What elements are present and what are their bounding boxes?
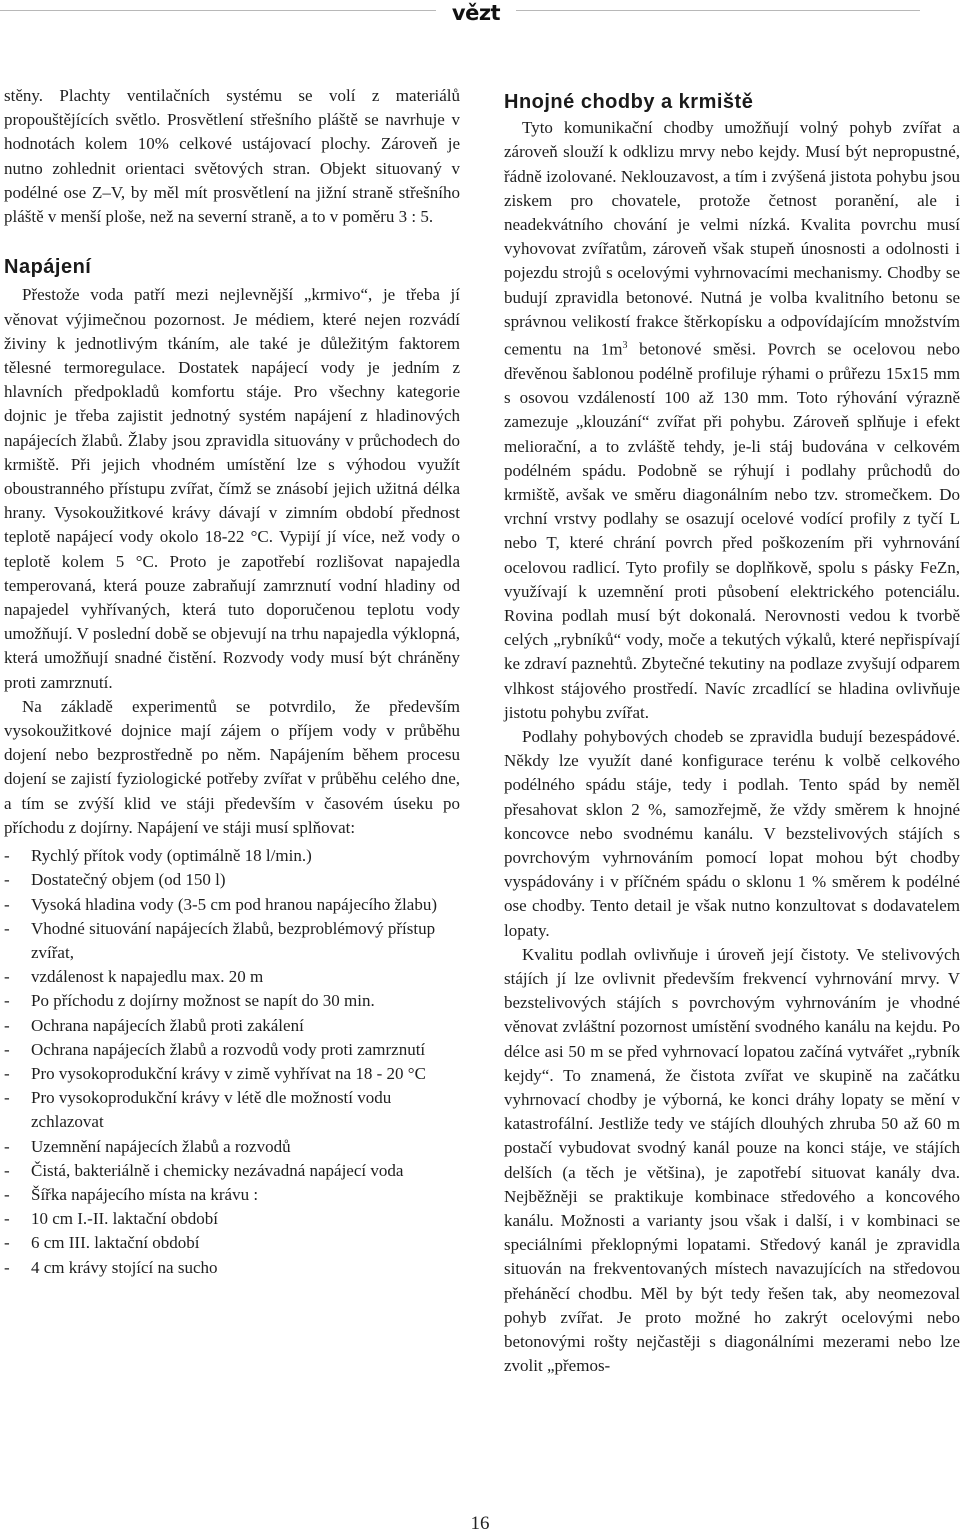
section-heading-hnojne-chodby: Hnojné chodby a krmiště bbox=[504, 91, 754, 113]
chodby-paragraph-1 bbox=[504, 116, 960, 725]
list-item: - 6 cm III. laktační období bbox=[4, 1231, 460, 1255]
left-column bbox=[4, 84, 460, 1280]
chodby-p1-text-a: Tyto komunikační chodby umožňují volný pohyb zvířat a zároveň slouží k odklizu mrvy nebo kejdy. Musí být nepropustné, řádně izolované. Neklouzavost, a tím i zvýšená jistota pohybu jsou ziskem pro chovatele, protože četnost poranění, ale i neadekvátního chování je velmi nízká. Kvalita povrchu musí vyhovovat zvířatům, zároveň však stupeň únosnosti a odolnosti i pojezdu strojů s ocelovými vyhrnovacími mechanismy. Chodby se budují zpravidla betonové. Nutná je volba kvalitního betonu se správnou velikostí frakce štěrkopísku a odpovídajícím množstvím cementu na 1m bbox=[504, 118, 960, 359]
list-item: - Vysoká hladina vody (3-5 cm pod hranou napájecího žlabu) bbox=[4, 893, 460, 917]
list-item: - vzdálenost k napajedlu max. 20 m bbox=[4, 965, 460, 989]
list-item: - Čistá, bakteriálně i chemicky nezávadná napájecí voda bbox=[4, 1159, 460, 1183]
list-item: - Rychlý přítok vody (optimálně 18 l/min.) bbox=[4, 844, 460, 868]
list-item: - Po příchodu z dojírny možnost se napít do 30 min. bbox=[4, 989, 460, 1013]
publisher-logo bbox=[436, 0, 516, 26]
requirements-list bbox=[4, 844, 460, 1280]
list-item: - Šířka napájecího místa na krávu : bbox=[4, 1183, 460, 1207]
list-item: - Vhodné situování napájecích žlabů, bezproblémový přístup zvířat, bbox=[4, 917, 460, 965]
intro-paragraph: stěny. Plachty ventilačních systému se volí z materiálů propouštějících světlo. Prosvětlení střešního pláště se navrhuje v hodnotách kolem 10% celkové ustájovací plochy. Zároveň je nutno zohlednit orientaci světových stran. Objekt situovaný v podélné ose Z–V, by měl mít prosvětlení na jižní straně střešního pláště v menší ploše, než na severní straně, a to v poměru 3 : 5. bbox=[4, 86, 460, 227]
list-item: - Uzemnění napájecích žlabů a rozvodů bbox=[4, 1135, 460, 1159]
list-item: - Dostatečný objem (od 150 l) bbox=[4, 868, 460, 892]
chodby-paragraph-2: Podlahy pohybových chodeb se zpravidla budují bezespádové. Někdy lze využít dané konfigurace terénu k volbě celkového podélného spádu stáje, tedy i podlah. Tento spád by neměl přesahovat sklon 2 %, samozřejmě, že vždy směrem k hnojné koncovce nebo svodnému kanálu. V bezstelivových stájích s povrchovým vyhrnováním pomocí lopat mohou být chodby vyspádovány i v příčném spádu o sklonu 1 % směrem k podélné ose chodby. Tento detail je však nutno konzultovat s dodavatelem lopaty. bbox=[504, 726, 960, 940]
list-item: - Pro vysokoprodukční krávy v létě dle možností vodu zchlazovat bbox=[4, 1086, 460, 1134]
chodby-p1-text-b: betonové směsi. Povrch se ocelovou nebo dřevěnou šablonou podélně profiluje rýhami o průřezu 15x15 mm s osovou vzdáleností 100 až 130 mm. Toto rýhování výrazně zamezuje „klouzání“ zvířat při pohybu. Zároveň splňuje i efekt meliorační, a to zvláště tehdy, je-li stáj budována v celkovém podélném spádu. Podobně se rýhují i podlahy průchodů do krmiště, avšak ve směru diagonálním nebo tzv. stromečkem. Do vrchní vrstvy podlahy se osazují ocelové vodící profily z tyčí L nebo T, které chrání povrch před poškozením při vyhrnování ocelovou radlicí. Tyto profily se doplňkově, spolu s pásky FeZn, využívají k uzemnění proti působení elektrického potenciálu. Rovina podlah musí být dokonalá. Nerovnosti vedou k tvorbě celých „rybníků“ vody, moče a tekutých výkalů, které nepřispívají ke zdraví paznehtů. Zbytečné tekutiny na podlaze zvyšují odparem vlhkost stájového prostředí. Navíc zrcadlící se hladina ovlivňuje jistotu pohybu zvířat. bbox=[504, 339, 960, 722]
page-number: 16 bbox=[470, 1513, 490, 1534]
chodby-paragraph-3: Kvalitu podlah ovlivňuje i úroveň její čistoty. Ve stelivových stájích jí lze ovlivnit především frekvencí vyhrnování mrvy. V bezstelivových stájích s povrchovým vyhrnováním je vhodné věnovat zvláštní pozornost umístění svodného kanálu na kejdu. Po délce asi 50 m se před vyhrnovací lopatou začíná vytvářet „rybník kejdy“. To znamená, že čistota zvířat ve skupině na začátku vyhrnovací chodby je výborná, ke konci dráhy lopaty se mění v katastrofální. Jestliže tedy ve stájích dlouhých zhruba 50 až 60 m postačí vybudovat svodný kanál pouze na konci stáje, ve stájích delších (a těch je většina), je zapotřebí situovat kanály dva. Nejběžněji se praktikuje kombinace středového a koncového kanálu. Možnosti a varianty jsou však i další, i v kombinaci se speciálními překlopnými lopatami. Středový kanál je zpravidla situován na frekventovaných místech navazujících na středovou přeháněcí chodbu. Měl by být tedy řešen tak, aby neomezoval pohyb zvířat. Je proto možné ho zakrýt ocelovými nebo betonovými rošty nejčastěji s diagonálními mezerami nebo lze zvolit „přemos- bbox=[504, 944, 960, 1376]
right-column bbox=[504, 84, 960, 1378]
list-item: - Ochrana napájecích žlabů proti zakálení bbox=[4, 1014, 460, 1038]
list-item: - 10 cm I.-II. laktační období bbox=[4, 1207, 460, 1231]
logo-text: vězt bbox=[451, 1, 501, 25]
list-item: - Ochrana napájecích žlabů a rozvodů vody proti zamrznutí bbox=[4, 1038, 460, 1062]
napajeni-paragraph-1: Přestože voda patří mezi nejlevnější „krmivo“, je třeba jí věnovat výjimečnou pozornost. Je médiem, které nejen rozvádí živiny k jednotlivým tkáním, ale také je důležitým faktorem tělesné termoregulace. Dostatek napájecí vody je jedním z hlavních předpokladů komfortu stáje. Pro všechny kategorie dojnic je třeba zajistit jednotný systém napájení z hladinových napájecích žlabů. Žlaby jsou zpravidla situovány v průchodech do krmiště. Při jejich vhodném umístění lze s výhodou využít oboustranného přístupu zvířat, čímž se znásobí jejich užitná délka hrany. Vysokoužitkové krávy dávají v zimním období přednost teplotě napájecí vody okolo 18-22 °C. Vypijí jí více, než vody o teplotě kolem 5 °C. Proto je zapotřebí rozlišovat napajedla temperovaná, která pouze zabraňují zamrznutí vodní hladiny od napajedel vyhřívaných, která tuto doporučenou teplotu vody umožňují. V poslední době se objevují na trhu napajedla výklopná, která umožňují snadné čistění. Rozvody vody musí být chráněny proti zamrznutí. bbox=[4, 285, 460, 692]
napajeni-paragraph-2: Na základě experimentů se potvrdilo, že především vysokoužitkové dojnice mají zájem o příjem vody v průběhu dojení nebo bezprostředně po něm. Napájením během procesu dojení se zajistí fyziologické potřeby zvířat v průběhu celého dne, a tím se zvýší klid ve stáji především v časovém úseku po příchodu z dojírny. Napájení ve stáji musí splňovat: bbox=[4, 696, 460, 837]
list-item: - 4 cm krávy stojící na sucho bbox=[4, 1256, 460, 1280]
section-heading-napajeni: Napájení bbox=[4, 256, 92, 279]
list-item: - Pro vysokoprodukční krávy v zimě vyhřívat na 18 - 20 °C bbox=[4, 1062, 460, 1086]
chodby-p1-superscript: 3 bbox=[622, 340, 628, 352]
